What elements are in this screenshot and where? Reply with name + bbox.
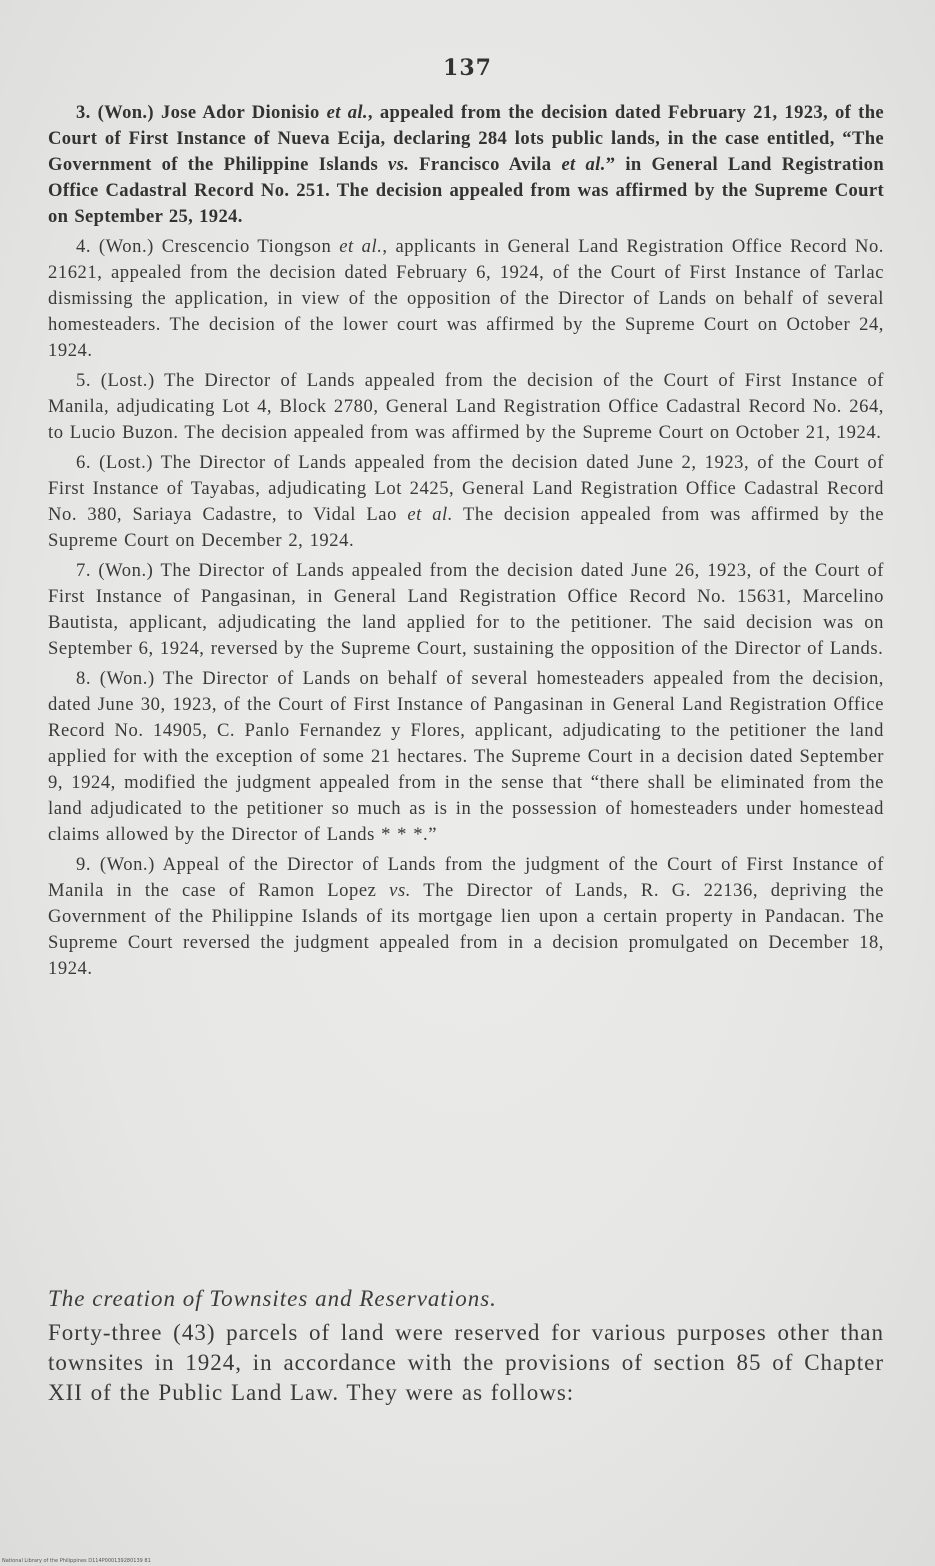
paragraph-p3 xyxy=(48,100,884,230)
italic-text: vs. xyxy=(388,154,410,175)
paragraph-text: The decision appealed from was affirmed by the Supreme Court on December 2, 1924. xyxy=(48,504,884,551)
paragraph-text: 4. (Won.) Crescencio Tiongson xyxy=(76,236,340,257)
italic-text: vs. xyxy=(389,880,411,901)
italic-text: et al. xyxy=(326,102,368,123)
footer-credit: National Library of the Philippines D114P000139280139 81 xyxy=(2,1558,151,1564)
paragraph-text: , applicants in General Land Registration Office Record No. 21621, appealed from the decision dated February 6, 1924, of the Court of First Instance of Tarlac dismissing the application, in view of the opposition of the Director of Lands on behalf of several homesteaders. The decision of the lower court was affirmed by the Supreme Court on October 24, 1924. xyxy=(48,236,885,361)
italic-text: et al. xyxy=(561,154,606,175)
closing-paragraph: Forty-three (43) parcels of land were reserved for various purposes other than townsites in 1924, in accordance with the provisions of section 85 of Chapter XII of the Public Land Law. They were as follows: xyxy=(48,1320,884,1405)
italic-text: et al. xyxy=(339,236,383,257)
paragraph-text: 7. (Won.) The Director of Lands appealed from the decision dated June 26, 1923, of the Court of First Instance of Pangasinan, in General Land Registration Office Record No. 15631, Marcelino Bautista, applicant, adjudicating the land applied for to the petitioner. The said decision was on September 6, 1924, reversed by the Supreme Court, sustaining the opposition of the Director of Lands. xyxy=(48,560,884,659)
paragraph-text: 9. (Won.) Appeal of the Director of Lands from the judgment of the Court of First Instance of Manila in the case of Ramon Lopez xyxy=(48,854,884,901)
paragraph-p8 xyxy=(48,666,884,848)
page-number: 137 xyxy=(443,55,492,81)
paragraph-p6 xyxy=(48,450,884,554)
paragraph-text: ” in General Land Registration Office Cadastral Record No. 251. The decision appealed from was affirmed by the Supreme Court on September 25, 1924. xyxy=(48,154,885,227)
paragraph-text: 5. (Lost.) The Director of Lands appealed from the decision of the Court of First Instance of Manila, adjudicating Lot 4, Block 2780, General Land Registration Office Cadastral Record No. 264, to Lucio Buzon. The decision appealed from was affirmed by the Supreme Court on October 21, 1924. xyxy=(48,370,884,443)
paragraph-text: 8. (Won.) The Director of Lands on behalf of several homesteaders appealed from the decision, dated June 30, 1923, of the Court of First Instance of Pangasinan in General Land Registration Office Record No. 14905, C. Panlo Fernandez y Flores, applicant, adjudicating to the petitioner the land applied for with the exception of some 21 hectares. The Supreme Court in a decision dated September 9, 1924, modified the judgment appealed from in the sense that “there shall be eliminated from the land adjudicated to the petitioner so much as is in the possession of homesteaders under homestead claims allowed by the Director of Lands * * *.” xyxy=(48,668,884,845)
section-heading: The creation of Townsites and Reservations. xyxy=(48,1286,497,1311)
body-text xyxy=(48,100,884,986)
paragraph-text: The Director of Lands, R. G. 22136, depriving the Government of the Philippine Islands of its mortgage lien upon a certain property in Pandacan. The Supreme Court reversed the judgment appealed from in a decision promulgated on December 18, 1924. xyxy=(48,880,884,979)
paragraph-text: 6. (Lost.) The Director of Lands appealed from the decision dated June 2, 1923, of the Court of First Instance of Tayabas, adjudicating Lot 2425, General Land Registration Office Cadastral Record No. 380, Sariaya Cadastre, to Vidal Lao xyxy=(48,452,884,525)
paragraph-p4 xyxy=(48,234,884,364)
paragraph-p7 xyxy=(48,558,884,662)
paragraph-text: Francisco Avila xyxy=(409,154,562,175)
paragraph-text: , appealed from the decision dated February 21, 1923, of the Court of First Instance of Nueva Ecija, declaring 284 lots public lands, in the case entitled, “The Government of the Philippine Islands xyxy=(48,102,884,175)
paragraph-text: 3. (Won.) Jose Ador Dionisio xyxy=(76,102,327,123)
paragraph-p9 xyxy=(48,852,884,982)
paragraph-p5 xyxy=(48,368,884,446)
italic-text: et al. xyxy=(407,504,453,525)
